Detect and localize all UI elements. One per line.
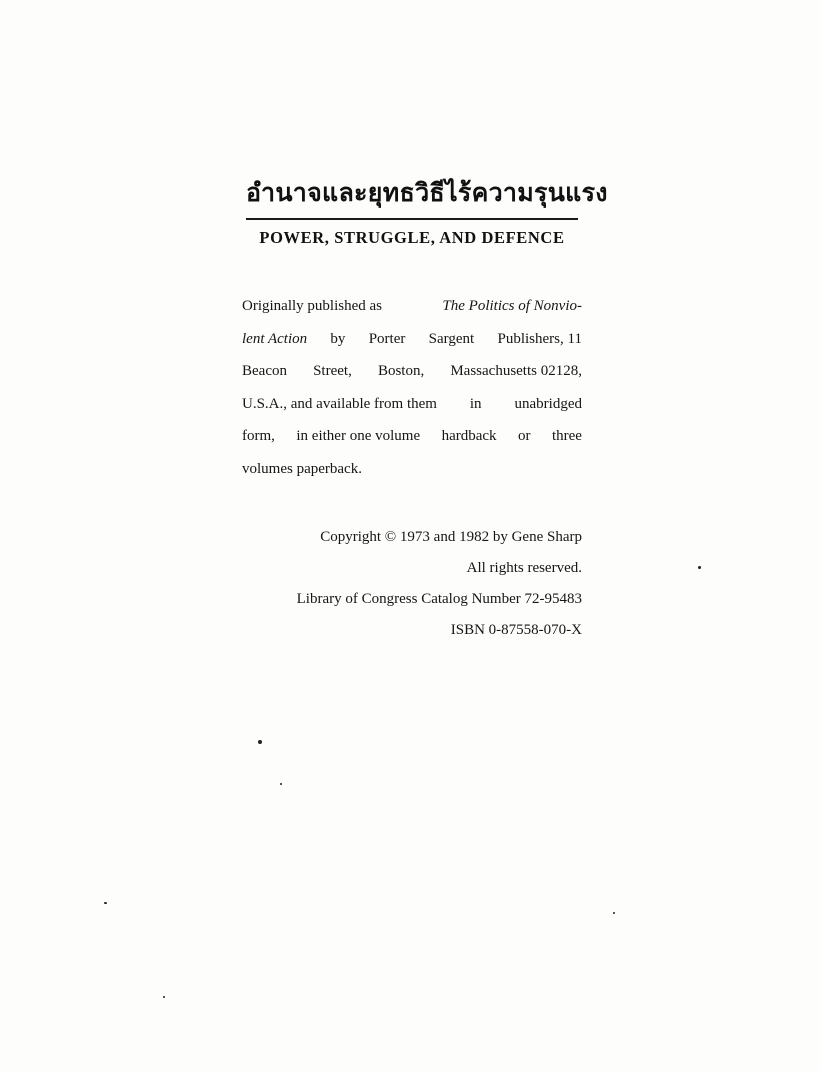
scan-speck [258,740,262,744]
title-block [246,170,608,248]
publication-line [242,323,582,356]
publication-text-segment: by [330,330,346,347]
publication-text-segment: U.S.A., and available from them [242,395,437,412]
publication-text-segment: lent Action [242,330,308,347]
publication-text-segment: form, [242,428,275,444]
publication-text-segment: Street, [313,363,352,379]
copyright-line: Copyright © 1973 and 1982 by Gene Sharp [320,529,582,545]
publication-text-segment: unabridged [514,395,582,412]
title-underline [246,218,578,220]
publication-line [242,420,582,453]
publication-line [242,355,582,388]
publication-text-segment: Beacon [242,363,287,379]
publication-text-segment: three [551,428,582,444]
publication-text-segment: volumes paperback. [242,460,362,477]
scan-speck [698,566,701,569]
publication-text-segment: Boston, [377,363,425,379]
copyright-block [242,522,582,646]
publication-text-segment: or [518,428,531,444]
publication-text-segment: Porter [368,330,406,347]
copyright-line: ISBN 0-87558-070-X [450,622,582,638]
thai-title: อำนาจและยุทธวิธีไร้ความรุนแรง [246,178,608,207]
copyright-line: All rights reserved. [466,560,582,576]
publication-note [242,290,582,485]
scan-speck [104,902,107,904]
publication-line [242,290,582,323]
publication-text-segment: in either one volume [296,428,421,444]
publication-text-segment: Publishers, 11 [497,330,582,347]
publication-text-segment: Massachusetts 02128, [450,363,582,379]
publication-text-segment: hardback [441,428,497,444]
english-title: POWER, STRUGGLE, AND DEFENCE [259,228,565,247]
publication-line [242,388,582,421]
scan-speck [613,912,615,914]
publication-line [242,453,582,486]
publication-text-segment: in [469,395,482,412]
scan-speck [163,996,165,998]
publication-text-segment: Sargent [428,330,475,347]
scan-speck [280,783,282,785]
copyright-line: Library of Congress Catalog Number 72-95483 [296,591,582,607]
publication-text-segment: Originally published as [242,298,382,314]
publication-text-segment: The Politics of Nonvio- [442,298,582,314]
